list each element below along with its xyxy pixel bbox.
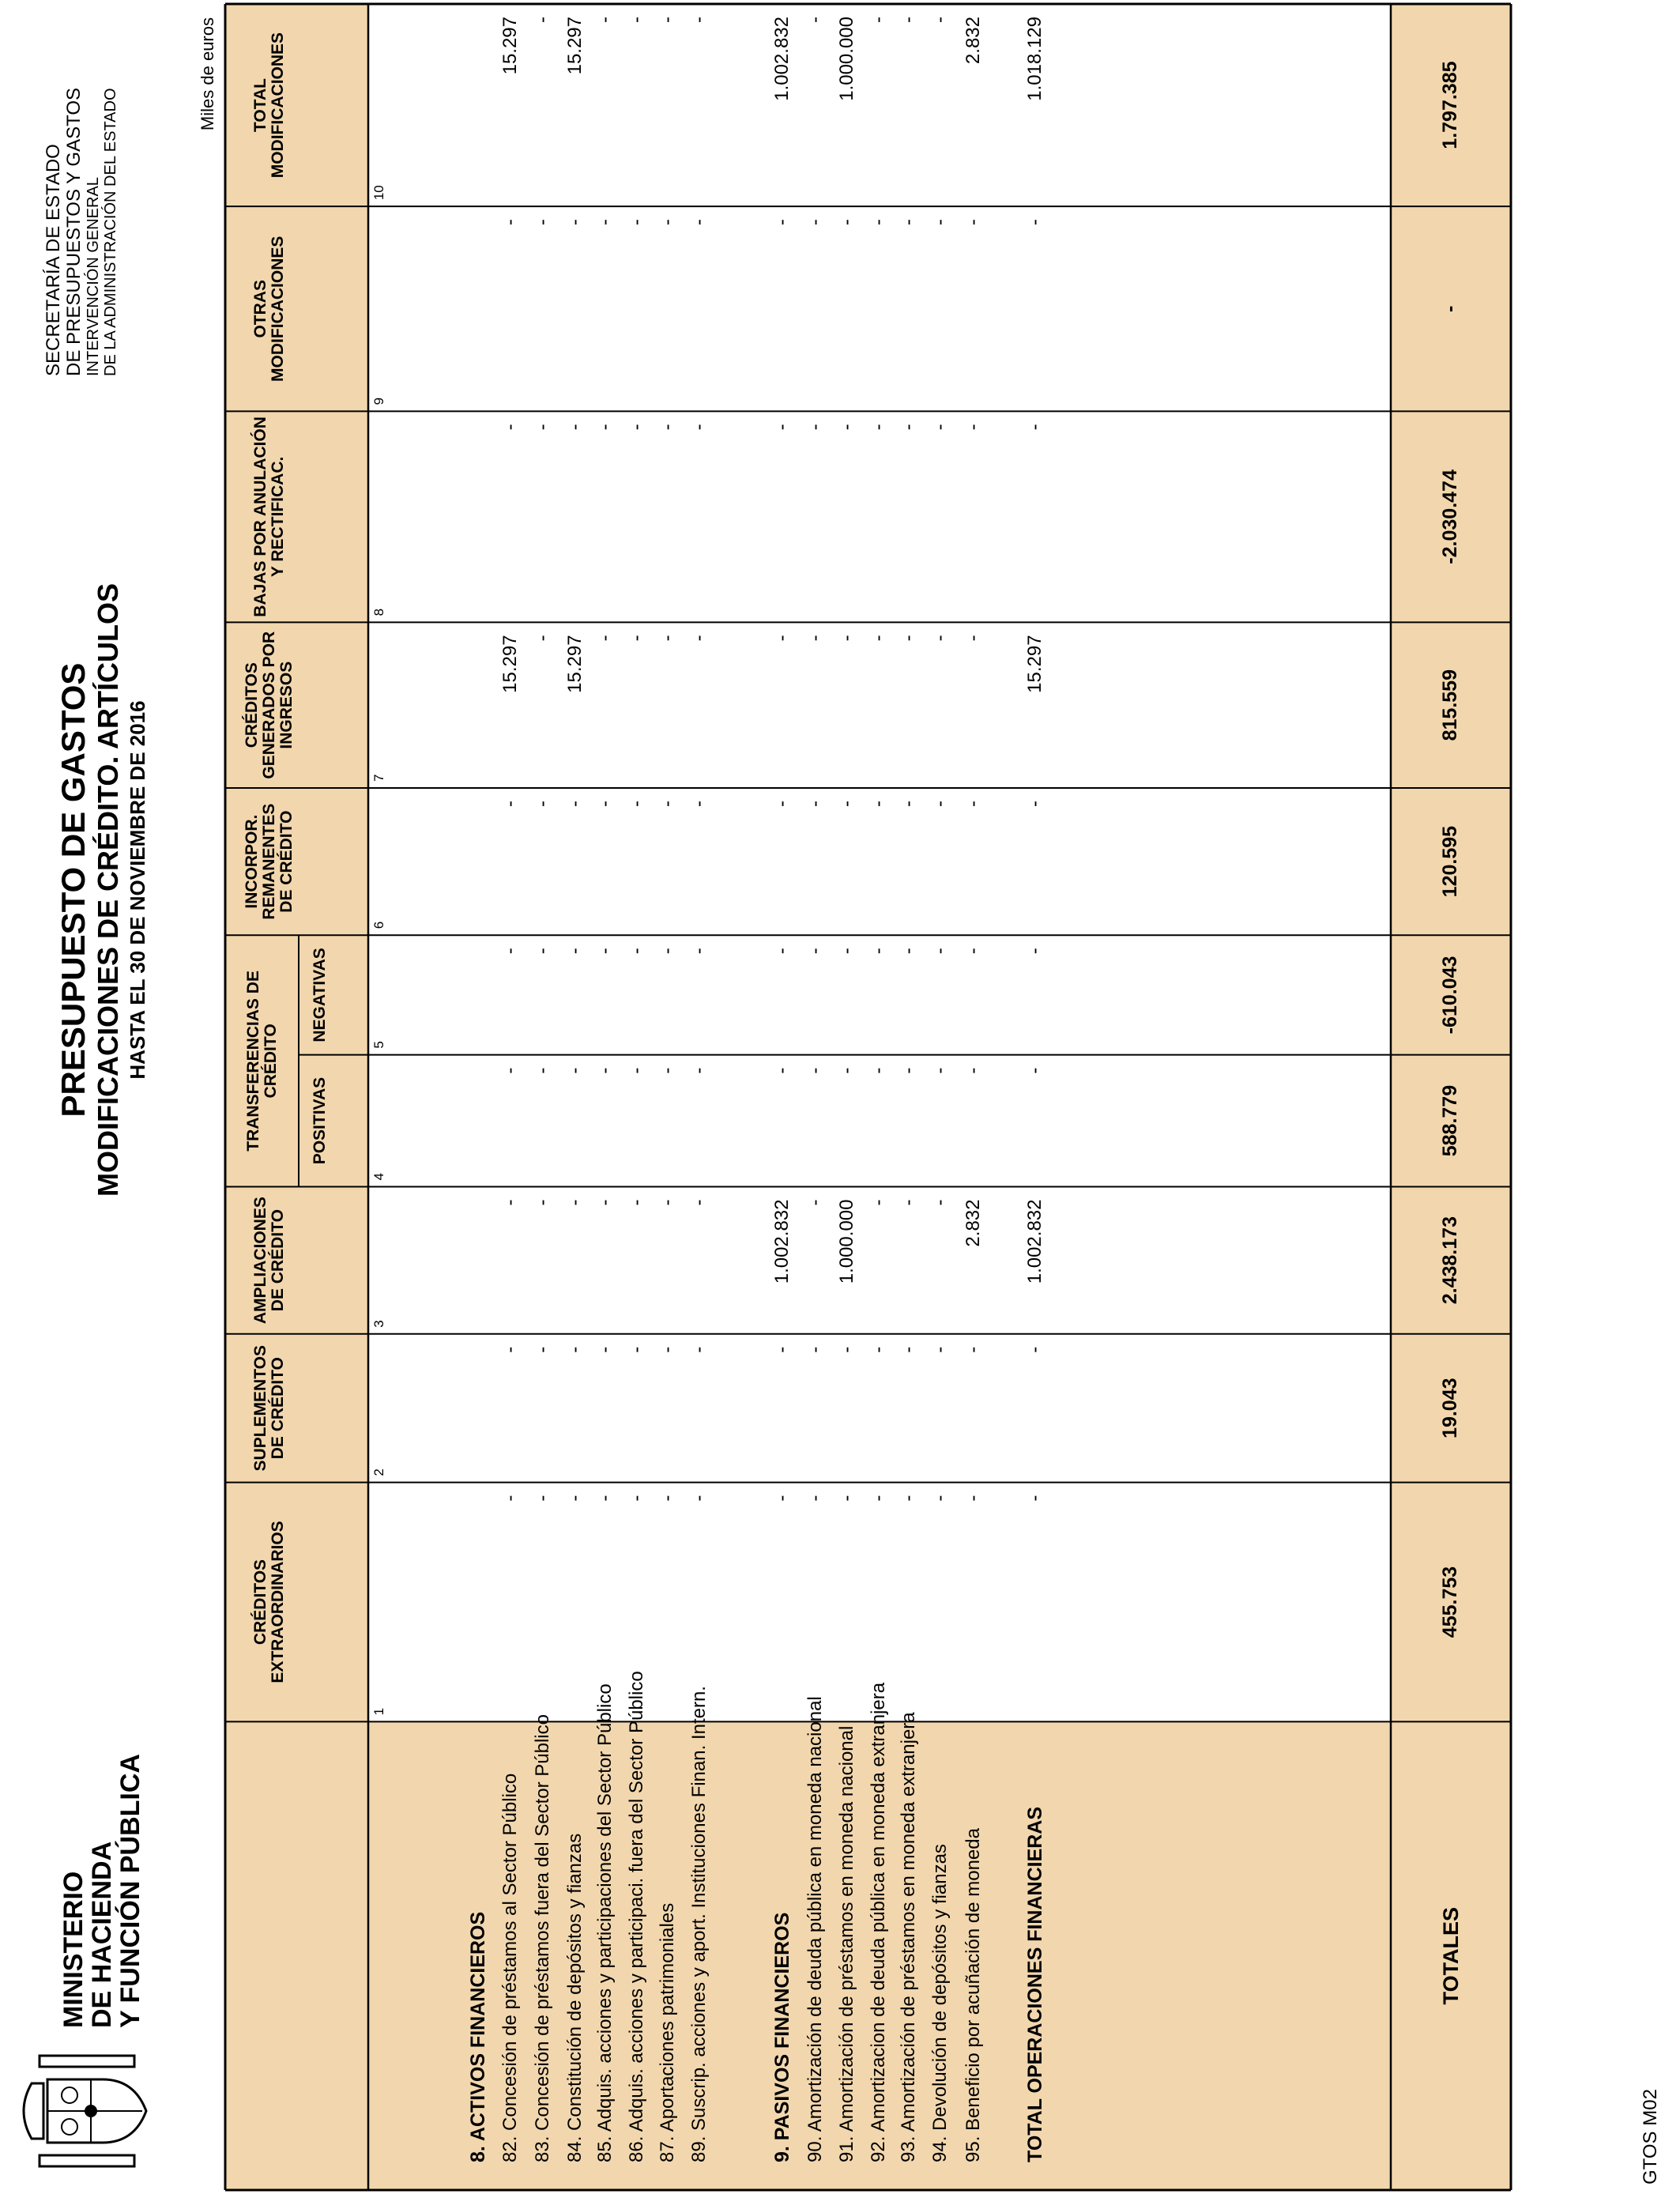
cell-value: - (688, 17, 710, 23)
cell-value: - (594, 1495, 616, 1502)
cell-value: - (626, 219, 647, 226)
cell-value: - (688, 219, 710, 226)
cell-value: - (688, 948, 710, 955)
cell-value: - (657, 424, 678, 431)
cell-value: - (962, 1495, 984, 1502)
cell-value: - (771, 800, 793, 807)
report-date: HASTA EL 30 DE NOVIEMBRE DE 2016 (126, 700, 149, 1080)
row-label: 89. Suscrip. acciones y aport. Instituciones Finan. Intern. (688, 1686, 710, 2162)
cell-value: 1.018.129 (1024, 17, 1045, 101)
cell-value: - (657, 1495, 678, 1502)
intervencion-line-2: DE LA ADMINISTRACIÓN DEL ESTADO (102, 88, 119, 376)
cell-value: - (898, 1346, 919, 1353)
cell-value: - (499, 948, 521, 955)
cell-value: - (532, 948, 553, 955)
cell-value: - (532, 1495, 553, 1502)
cell-value: - (564, 1199, 586, 1206)
cell-value: - (929, 635, 951, 642)
totals-value: -610.043 (1439, 956, 1461, 1035)
totals-value: 120.595 (1439, 825, 1461, 898)
cell-value: - (499, 1199, 521, 1206)
cell-value: 1.000.000 (836, 1199, 857, 1284)
column-number: 2 (371, 1468, 386, 1476)
cell-value: - (962, 635, 984, 642)
cell-value: - (868, 800, 889, 807)
cell-value: - (564, 219, 586, 226)
cell-value: - (868, 424, 889, 431)
cell-value: - (929, 800, 951, 807)
cell-value: - (771, 424, 793, 431)
cell-value: - (594, 424, 616, 431)
cell-value: - (499, 1067, 521, 1074)
row-label: 93. Amortización de préstamos en moneda extranjera (898, 1712, 919, 2162)
cell-value: 2.832 (962, 17, 984, 65)
cell-value: - (532, 219, 553, 226)
cell-value: - (836, 219, 857, 226)
row-label: 8. ACTIVOS FINANCIEROS (467, 1911, 489, 2162)
cell-value: - (868, 17, 889, 23)
cell-value: - (532, 1346, 553, 1353)
cell-value: - (657, 800, 678, 807)
cell-value: - (688, 800, 710, 807)
cell-value: - (688, 635, 710, 642)
row-label: 83. Concesión de préstamos fuera del Sector Público (532, 1714, 553, 2162)
cell-value: - (868, 1199, 889, 1206)
cell-value: - (564, 424, 586, 431)
cell-value: - (564, 1067, 586, 1074)
cell-value: - (868, 219, 889, 226)
cell-value: - (804, 17, 826, 23)
row-label: 9. PASIVOS FINANCIEROS (771, 1912, 793, 2162)
cell-value: - (594, 17, 616, 23)
cell-value: - (868, 948, 889, 955)
cell-value: 1.002.832 (771, 1199, 793, 1284)
cell-value: - (1024, 1346, 1045, 1353)
cell-value: - (688, 1199, 710, 1206)
column-header: POSITIVAS (311, 1076, 330, 1165)
cell-value: - (626, 635, 647, 642)
cell-value: - (836, 1067, 857, 1074)
cell-value: - (657, 219, 678, 226)
cell-value: 15.297 (564, 635, 586, 693)
cell-value: - (929, 1495, 951, 1502)
cell-value: - (771, 635, 793, 642)
cell-value: - (657, 17, 678, 23)
cell-value: - (626, 1199, 647, 1206)
column-header: BAJAS POR ANULACIÓN Y RECTIFICAC. (251, 417, 288, 617)
cell-value: - (898, 424, 919, 431)
column-number: 1 (371, 1707, 386, 1716)
row-label: 92. Amortizacion de deuda pública en moneda extranjera (868, 1682, 889, 2162)
cell-value: - (1024, 219, 1045, 226)
cell-value: - (836, 948, 857, 955)
cell-value: - (804, 800, 826, 807)
cell-value: - (929, 424, 951, 431)
cell-value: - (688, 1495, 710, 1502)
cell-value: - (962, 1067, 984, 1074)
cell-value: - (532, 800, 553, 807)
cell-value: - (688, 1346, 710, 1353)
cell-value: - (1024, 948, 1045, 955)
cell-value: - (594, 800, 616, 807)
group-header: TRANSFERENCIAS DE CRÉDITO (243, 971, 280, 1152)
cell-value: - (1024, 800, 1045, 807)
cell-value: - (657, 1346, 678, 1353)
totals-value: 815.559 (1439, 669, 1461, 741)
cell-value: - (804, 219, 826, 226)
cell-value: - (962, 219, 984, 226)
cell-value: 2.832 (962, 1199, 984, 1247)
column-number: 8 (371, 608, 386, 616)
cell-value: - (688, 1067, 710, 1074)
cell-value: - (532, 635, 553, 642)
row-label: 84. Constitución de depósitos y fianzas (564, 1833, 586, 2162)
totals-value: 19.043 (1439, 1378, 1461, 1438)
cell-value: - (962, 948, 984, 955)
intervencion-line-1: INTERVENCIÓN GENERAL (85, 177, 102, 376)
cell-value: - (564, 948, 586, 955)
cell-value: - (499, 1346, 521, 1353)
cell-value: 1.002.832 (771, 17, 793, 101)
column-number: 9 (371, 397, 386, 405)
cell-value: - (898, 1199, 919, 1206)
cell-value: - (532, 17, 553, 23)
cell-value: - (804, 1346, 826, 1353)
cell-value: - (898, 800, 919, 807)
cell-value: - (929, 1346, 951, 1353)
cell-value: - (594, 219, 616, 226)
cell-value: - (657, 1199, 678, 1206)
cell-value: - (929, 219, 951, 226)
cell-value: - (836, 424, 857, 431)
cell-value: - (804, 1067, 826, 1074)
cell-value: - (499, 1495, 521, 1502)
totals-value: 2.438.173 (1439, 1216, 1461, 1305)
cell-value: - (688, 424, 710, 431)
cell-value: - (836, 800, 857, 807)
cell-value: - (1024, 1495, 1045, 1502)
form-code: GTOS M02 (1640, 2089, 1661, 2185)
cell-value: - (929, 1199, 951, 1206)
cell-value: - (898, 1067, 919, 1074)
cell-value: 15.297 (499, 17, 521, 75)
column-header: NEGATIVAS (311, 948, 330, 1042)
cell-value: - (499, 800, 521, 807)
cell-value: - (657, 948, 678, 955)
cell-value: - (594, 1199, 616, 1206)
cell-value: - (657, 635, 678, 642)
cell-value: - (626, 800, 647, 807)
row-label: 94. Devolución de depósitos y fianzas (929, 1844, 951, 2162)
cell-value: - (594, 1346, 616, 1353)
cell-value: - (898, 1495, 919, 1502)
row-label: 87. Aportaciones patrimoniales (657, 1902, 678, 2162)
cell-value: - (626, 1495, 647, 1502)
column-number: 3 (371, 1320, 386, 1328)
cell-value: - (1024, 424, 1045, 431)
cell-value: - (898, 17, 919, 23)
cell-value: - (868, 1495, 889, 1502)
column-header: SUPLEMENTOS DE CRÉDITO (251, 1344, 288, 1472)
column-header: TOTAL MODIFICACIONES (251, 32, 288, 179)
cell-value: - (532, 424, 553, 431)
cell-value: - (898, 948, 919, 955)
column-header: OTRAS MODIFICACIONES (251, 236, 288, 382)
cell-value: - (962, 800, 984, 807)
cell-value: - (836, 635, 857, 642)
row-label: 86. Adquis. acciones y participaci. fuera del Sector Público (626, 1671, 647, 2162)
ministry-line-2: DE HACIENDA (87, 1841, 117, 2028)
cell-value: - (657, 1067, 678, 1074)
cell-value: - (771, 1346, 793, 1353)
ministry-line-1: MINISTERIO (58, 1871, 89, 2028)
cell-value: - (868, 1346, 889, 1353)
cell-value: - (962, 424, 984, 431)
cell-value: - (499, 219, 521, 226)
cell-value: - (929, 17, 951, 23)
column-header: CRÉDITOS GENERADOS POR INGRESOS (243, 631, 296, 779)
row-label: 91. Amortización de préstamos en moneda nacional (836, 1725, 857, 2162)
cell-value: - (564, 1495, 586, 1502)
row-label: 90. Amortización de deuda pública en moneda nacional (804, 1696, 826, 2162)
totals-value: - (1439, 305, 1461, 312)
cell-value: - (962, 1346, 984, 1353)
cell-value: - (836, 1346, 857, 1353)
report-subtitle: MODIFICACIONES DE CRÉDITO. ARTÍCULOS (92, 582, 124, 1197)
row-label: 95. Beneficio por acuñación de moneda (962, 1828, 984, 2162)
cell-value: - (868, 1067, 889, 1074)
cell-value: - (771, 948, 793, 955)
column-header: AMPLIACIONES DE CRÉDITO (251, 1197, 288, 1325)
report-title: PRESUPUESTO DE GASTOS (55, 662, 92, 1118)
cell-value: - (771, 1067, 793, 1074)
cell-value: - (898, 635, 919, 642)
cell-value: - (929, 1067, 951, 1074)
row-label: 85. Adquis. acciones y participaciones del Sector Público (594, 1683, 616, 2162)
units-label: Miles de euros (198, 17, 217, 131)
column-number: 4 (371, 1173, 386, 1181)
cell-value: - (564, 800, 586, 807)
cell-value: - (771, 219, 793, 226)
cell-value: - (898, 219, 919, 226)
cell-value: - (804, 424, 826, 431)
cell-value: - (594, 635, 616, 642)
cell-value: - (532, 1199, 553, 1206)
cell-value: - (868, 635, 889, 642)
row-label: 82. Concesión de préstamos al Sector Público (499, 1773, 521, 2162)
cell-value: 15.297 (1024, 635, 1045, 693)
cell-value: - (594, 948, 616, 955)
ministry-line-3: Y FUNCIÓN PÚBLICA (115, 1754, 145, 2028)
cell-value: - (771, 1495, 793, 1502)
totals-value: 588.779 (1439, 1084, 1461, 1157)
column-number: 5 (371, 1041, 386, 1049)
cell-value: 15.297 (564, 17, 586, 75)
column-header: CRÉDITOS EXTRAORDINARIOS (251, 1521, 288, 1683)
totals-value: 1.797.385 (1439, 61, 1461, 149)
cell-value: - (804, 948, 826, 955)
cell-value: - (804, 635, 826, 642)
secretaria-line-1: SECRETARÍA DE ESTADO (43, 144, 64, 376)
secretaria-line-2: DE PRESUPUESTOS Y GASTOS (63, 87, 85, 376)
cell-value: - (626, 424, 647, 431)
column-number: 10 (371, 185, 386, 201)
cell-value: - (626, 948, 647, 955)
cell-value: - (532, 1067, 553, 1074)
totals-value: -2.030.474 (1439, 469, 1461, 564)
cell-value: - (836, 1495, 857, 1502)
totals-label: TOTALES (1439, 1906, 1463, 2005)
row-label: TOTAL OPERACIONES FINANCIERAS (1024, 1806, 1046, 2162)
cell-value: - (804, 1199, 826, 1206)
cell-value: - (564, 1346, 586, 1353)
cell-value: - (804, 1495, 826, 1502)
column-number: 6 (371, 921, 386, 929)
cell-value: 1.000.000 (836, 17, 857, 101)
cell-value: - (929, 948, 951, 955)
cell-value: 15.297 (499, 635, 521, 693)
cell-value: - (499, 424, 521, 431)
totals-value: 455.753 (1439, 1566, 1461, 1638)
cell-value: - (594, 1067, 616, 1074)
column-number: 7 (371, 774, 386, 782)
cell-value: - (626, 1346, 647, 1353)
column-header: INCORPOR. REMANENTES DE CRÉDITO (243, 803, 296, 920)
cell-value: - (1024, 1067, 1045, 1074)
cell-value: 1.002.832 (1024, 1199, 1045, 1284)
cell-value: - (626, 17, 647, 23)
cell-value: - (626, 1067, 647, 1074)
